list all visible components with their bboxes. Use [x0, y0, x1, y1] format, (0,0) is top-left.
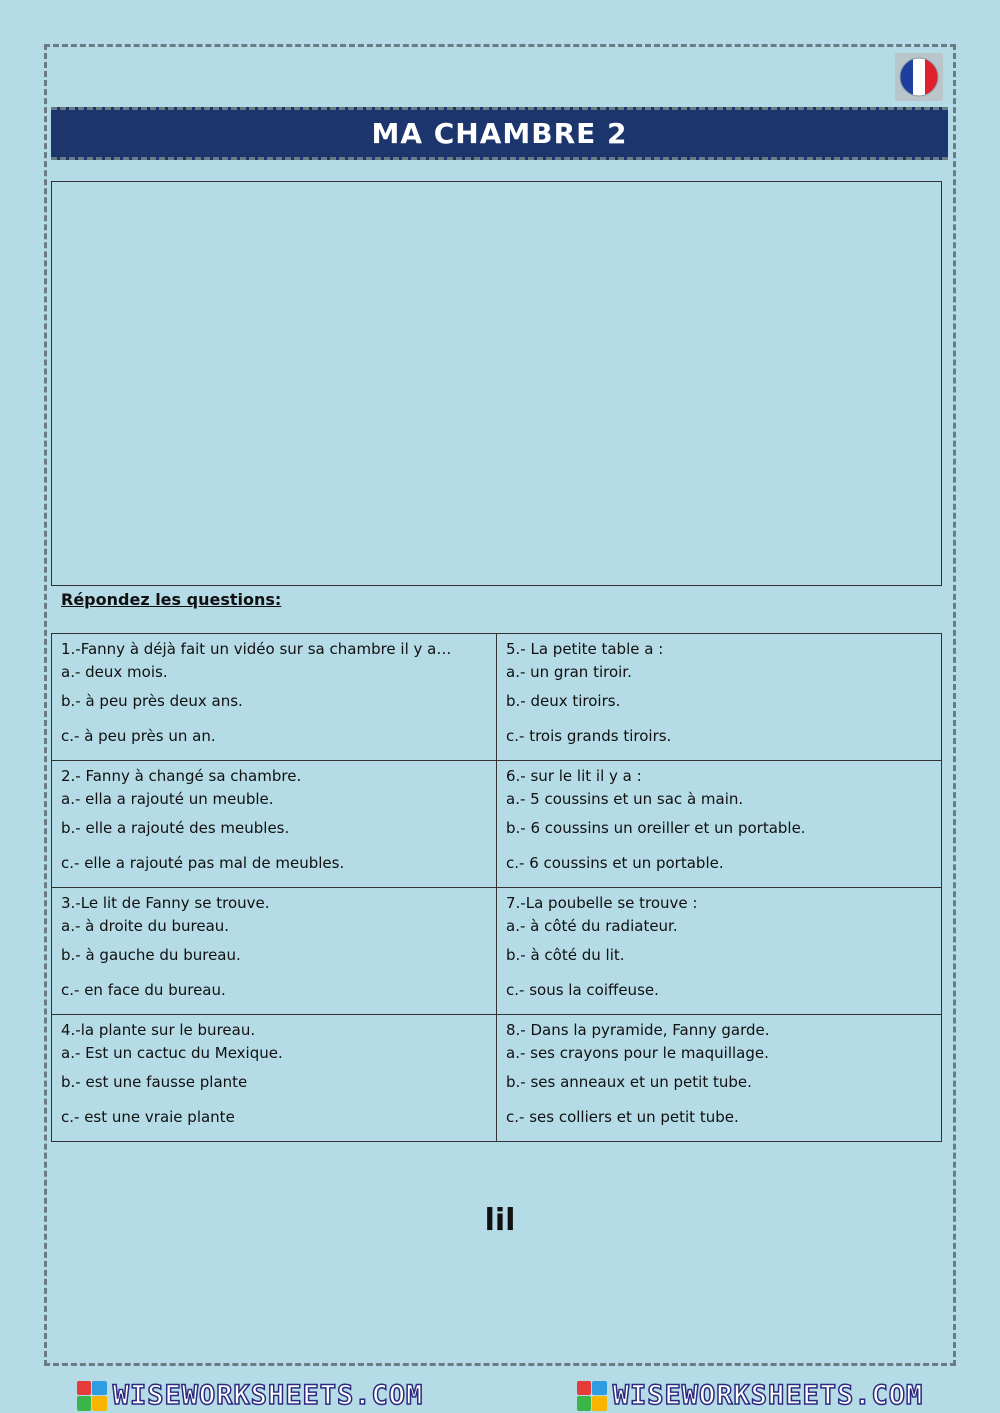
brand-watermark: [0, 1380, 500, 1411]
question-row: [52, 1015, 942, 1142]
question-text: 2.- Fanny à changé sa chambre.: [61, 767, 302, 785]
brand-strip: [0, 1378, 1000, 1413]
option-b[interactable]: b.- deux tiroirs.: [506, 692, 621, 710]
option-a[interactable]: a.- ses crayons pour le maquillage.: [506, 1044, 769, 1062]
question-cell: [52, 888, 497, 1015]
instructions-heading: Répondez les questions:: [61, 590, 282, 609]
question-text: 6.- sur le lit il y a :: [506, 767, 642, 785]
option-c[interactable]: c.- en face du bureau.: [61, 981, 226, 999]
question-cell: [497, 888, 942, 1015]
question-cell: [497, 634, 942, 761]
questions-table: [51, 633, 942, 1142]
footer-mark: lil: [484, 1203, 516, 1238]
option-a[interactable]: a.- un gran tiroir.: [506, 663, 632, 681]
option-b[interactable]: b.- à peu près deux ans.: [61, 692, 243, 710]
option-c[interactable]: c.- ses colliers et un petit tube.: [506, 1108, 739, 1126]
question-text: 4.-la plante sur le bureau.: [61, 1021, 256, 1039]
option-a[interactable]: a.- à droite du bureau.: [61, 917, 230, 935]
brand-logo-icon: [577, 1381, 607, 1411]
option-c[interactable]: c.- trois grands tiroirs.: [506, 727, 672, 745]
question-text: 8.- Dans la pyramide, Fanny garde.: [506, 1021, 770, 1039]
question-cell: [52, 761, 497, 888]
question-cell: [497, 1015, 942, 1142]
option-b[interactable]: b.- est une fausse plante: [61, 1073, 248, 1091]
option-a[interactable]: a.- ella a rajouté un meuble.: [61, 790, 274, 808]
option-b[interactable]: b.- elle a rajouté des meubles.: [61, 819, 290, 837]
option-a[interactable]: a.- deux mois.: [61, 663, 168, 681]
french-flag-icon: [895, 53, 943, 101]
option-c[interactable]: c.- sous la coiffeuse.: [506, 981, 659, 999]
option-a[interactable]: a.- Est un cactuc du Mexique.: [61, 1044, 283, 1062]
question-cell: [497, 761, 942, 888]
question-text: 1.-Fanny à déjà fait un vidéo sur sa chambre il y a…: [61, 640, 452, 658]
question-text: 5.- La petite table a :: [506, 640, 664, 658]
option-c[interactable]: c.- à peu près un an.: [61, 727, 216, 745]
option-c[interactable]: c.- elle a rajouté pas mal de meubles.: [61, 854, 345, 872]
option-b[interactable]: b.- à côté du lit.: [506, 946, 625, 964]
option-a[interactable]: a.- 5 coussins et un sac à main.: [506, 790, 744, 808]
brand-logo-icon: [77, 1381, 107, 1411]
question-row: [52, 634, 942, 761]
brand-watermark: [500, 1380, 1000, 1411]
option-a[interactable]: a.- à côté du radiateur.: [506, 917, 678, 935]
option-b[interactable]: b.- 6 coussins un oreiller et un portable.: [506, 819, 806, 837]
page-title: MA CHAMBRE 2: [371, 117, 628, 150]
brand-text: WISEWORKSHEETS.COM: [112, 1380, 424, 1411]
question-cell: [52, 634, 497, 761]
video-placeholder[interactable]: [51, 181, 942, 586]
option-b[interactable]: b.- à gauche du bureau.: [61, 946, 241, 964]
question-row: [52, 761, 942, 888]
question-cell: [52, 1015, 497, 1142]
question-row: [52, 888, 942, 1015]
brand-text: WISEWORKSHEETS.COM: [612, 1380, 924, 1411]
question-text: 3.-Le lit de Fanny se trouve.: [61, 894, 270, 912]
option-c[interactable]: c.- est une vraie plante: [61, 1108, 235, 1126]
option-b[interactable]: b.- ses anneaux et un petit tube.: [506, 1073, 752, 1091]
question-text: 7.-La poubelle se trouve :: [506, 894, 698, 912]
option-c[interactable]: c.- 6 coussins et un portable.: [506, 854, 724, 872]
title-bar: [51, 107, 948, 160]
